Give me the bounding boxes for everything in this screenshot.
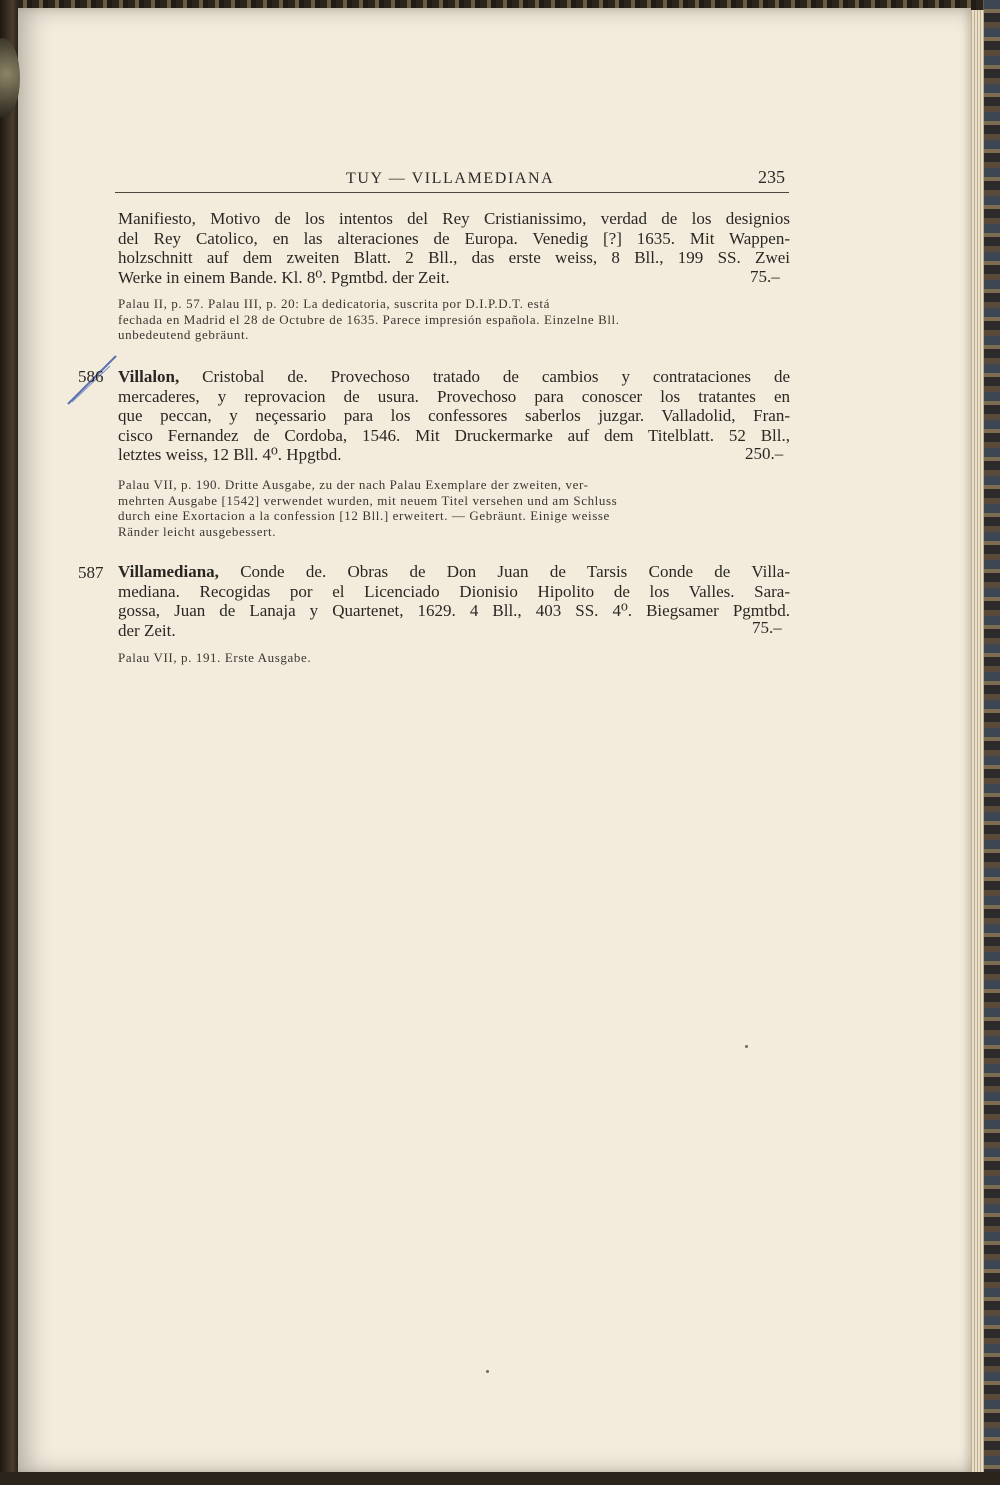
note-line: Ränder leicht ausgebessert. [118, 523, 277, 539]
entry-note [118, 477, 790, 539]
entry-continued-text [118, 209, 790, 287]
note-line: Palau VII, p. 190. Dritte Ausgabe, zu der nach Palau Exemplare der zweiten, ver- [118, 477, 589, 492]
entry-line: Manifiesto, Motivo de los intentos del Rey Cristianissimo, verdad de los designios [118, 209, 790, 228]
paper-speck [745, 1045, 748, 1048]
entry-number: 586 [78, 367, 104, 386]
entry-price: 75.– [752, 618, 782, 637]
entry-line [118, 367, 790, 387]
entry-line: que peccan, y neçessario para los confessores saberlos juzgar. Valladolid, Fran- [118, 406, 790, 425]
note-line: durch eine Exortacion a la confession [12 Bll.] erweitert. — Gebräunt. Einige weisse [118, 508, 610, 523]
author-name: Villamediana, [118, 562, 219, 581]
note-line: mehrten Ausgabe [1542] verwendet wurden, mit neuem Titel versehen und am Schluss [118, 492, 618, 508]
author-name: Villalon, [118, 367, 180, 386]
entry-line: del Rey Catolico, en las alteraciones de Europa. Venedig [?] 1635. Mit Wappen- [118, 228, 790, 248]
entry-line: der Zeit. [118, 620, 176, 640]
page-number: 235 [758, 167, 785, 187]
note-line: Palau II, p. 57. Palau III, p. 20: La dedicatoria, suscrita por D.I.P.D.T. está [118, 296, 550, 311]
entry-line [118, 562, 790, 582]
entry-note [118, 296, 790, 343]
header-rule [115, 192, 789, 193]
book-bottom-edge [0, 1472, 1000, 1485]
entry-line: holzschnitt auf dem zweiten Blatt. 2 Bll., das erste weiss, 8 Bll., 199 SS. Zwei [118, 248, 790, 267]
entry-line: mediana. Recogidas por el Licenciado Dionisio Hipolito de los Valles. Sara- [118, 581, 790, 601]
entry-line: mercaderes, y reprovacion de usura. Provechoso para conoscer los tratantes en [118, 386, 790, 406]
entry-587-text [118, 562, 790, 640]
book-spine [0, 0, 18, 1485]
entry-line: gossa, Juan de Lanaja y Quartenet, 1629. 4 Bll., 403 SS. 4⁰. Biegsamer Pgmtbd. [118, 601, 790, 620]
entry-price: 75.– [750, 267, 780, 286]
entry-586-text [118, 367, 790, 465]
note-line: fechada en Madrid el 28 de Octubre de 1635. Parece impresión española. Einzelne Bll. [118, 311, 620, 327]
entry-number: 587 [78, 563, 104, 582]
note-line: unbedeutend gebräunt. [118, 327, 250, 342]
entry-line-text: Cristobal de. Provechoso tratado de cambios y contrataciones de [179, 367, 790, 386]
entry-line: Werke in einem Bande. Kl. 8⁰. Pgmtbd. der Zeit. [118, 267, 450, 287]
entry-line: letztes weiss, 12 Bll. 4⁰. Hpgtbd. [118, 445, 342, 464]
entry-price: 250.– [745, 444, 784, 463]
running-title: TUY — VILLAMEDIANA [346, 170, 555, 187]
marbled-cover-edge [984, 0, 1000, 1485]
paper-speck [486, 1370, 489, 1373]
entry-line: cisco Fernandez de Cordoba, 1546. Mit Druckermarke auf dem Titelblatt. 52 Bll., [118, 425, 790, 445]
note-line: Palau VII, p. 191. Erste Ausgabe. [118, 650, 312, 665]
entry-note [118, 650, 790, 666]
entry-line-text: Conde de. Obras de Don Juan de Tarsis Conde de Villa- [218, 562, 790, 581]
